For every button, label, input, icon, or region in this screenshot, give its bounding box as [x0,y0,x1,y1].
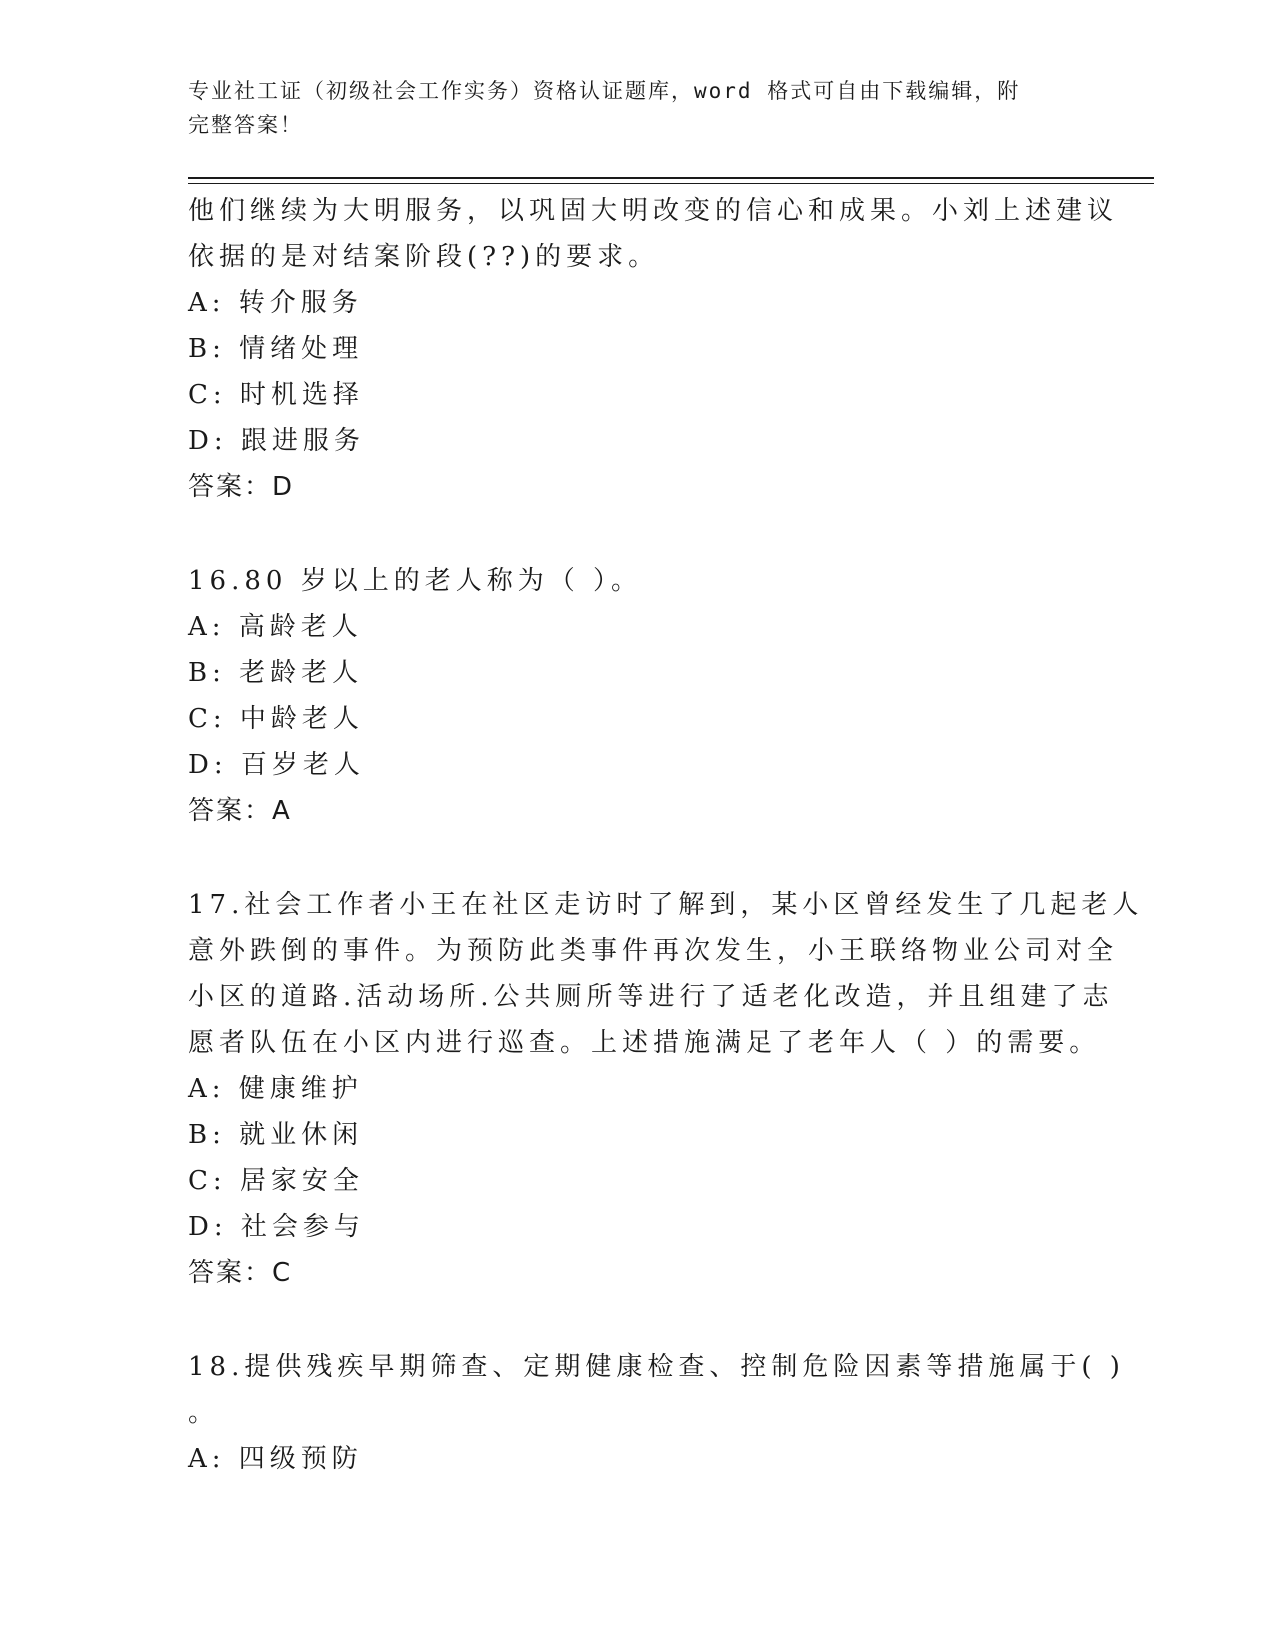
document-header [188,74,1068,142]
question-continuation [188,188,1119,510]
header-rule-thin [188,183,1154,184]
question-text-line: 16.80 岁以上的老人称为（ ）。 [188,566,642,596]
option-b: B: 老龄老人 [188,658,364,688]
option-c: C: 中龄老人 [188,704,364,734]
question-text-line: 小区的道路.活动场所.公共厕所等进行了适老化改造，并且组建了志 [188,982,1114,1012]
question-text-line: 意外跌倒的事件。为预防此类事件再次发生，小王联络物业公司对全 [188,936,1119,966]
option-b: B: 就业休闲 [188,1120,364,1150]
header-line: 专业社工证（初级社会工作实务）资格认证题库，word 格式可自由下载编辑，附 [188,79,1021,103]
question-text-line: 愿者队伍在小区内进行巡查。上述措施满足了老年人（ ）的需要。 [188,1028,1101,1058]
answer-line: 答案：D [188,472,295,502]
spacer [188,834,1088,882]
question-text-line: 18.提供残疾早期筛查、定期健康检查、控制危险因素等措施属于( ) [188,1352,1125,1382]
header-line: 完整答案！ [188,113,303,137]
spacer [188,510,1088,558]
option-a: A: 四级预防 [188,1444,363,1474]
question-text-line: 依据的是对结案阶段(??)的要求。 [188,242,660,272]
option-c: C: 时机选择 [188,380,364,410]
question-17 [188,882,1144,1296]
option-b: B: 情绪处理 [188,334,364,364]
option-c: C: 居家安全 [188,1166,364,1196]
answer-line: 答案：C [188,1258,293,1288]
spacer [188,1296,1088,1344]
option-a: A: 健康维护 [188,1074,363,1104]
option-a: A: 转介服务 [188,288,363,318]
header-rule-thick [188,177,1154,179]
question-text-line: 他们继续为大明服务，以巩固大明改变的信心和成果。小刘上述建议 [188,196,1119,226]
question-16 [188,558,1088,834]
question-18 [188,1344,1125,1482]
question-text-line: 17.社会工作者小王在社区走访时了解到，某小区曾经发生了几起老人 [188,890,1144,920]
option-d: D: 跟进服务 [188,426,365,456]
option-d: D: 百岁老人 [188,750,365,780]
answer-line: 答案：A [188,796,292,826]
document-body [188,188,1144,1482]
question-text-line: 。 [188,1398,220,1428]
option-d: D: 社会参与 [188,1212,365,1242]
option-a: A: 高龄老人 [188,612,363,642]
